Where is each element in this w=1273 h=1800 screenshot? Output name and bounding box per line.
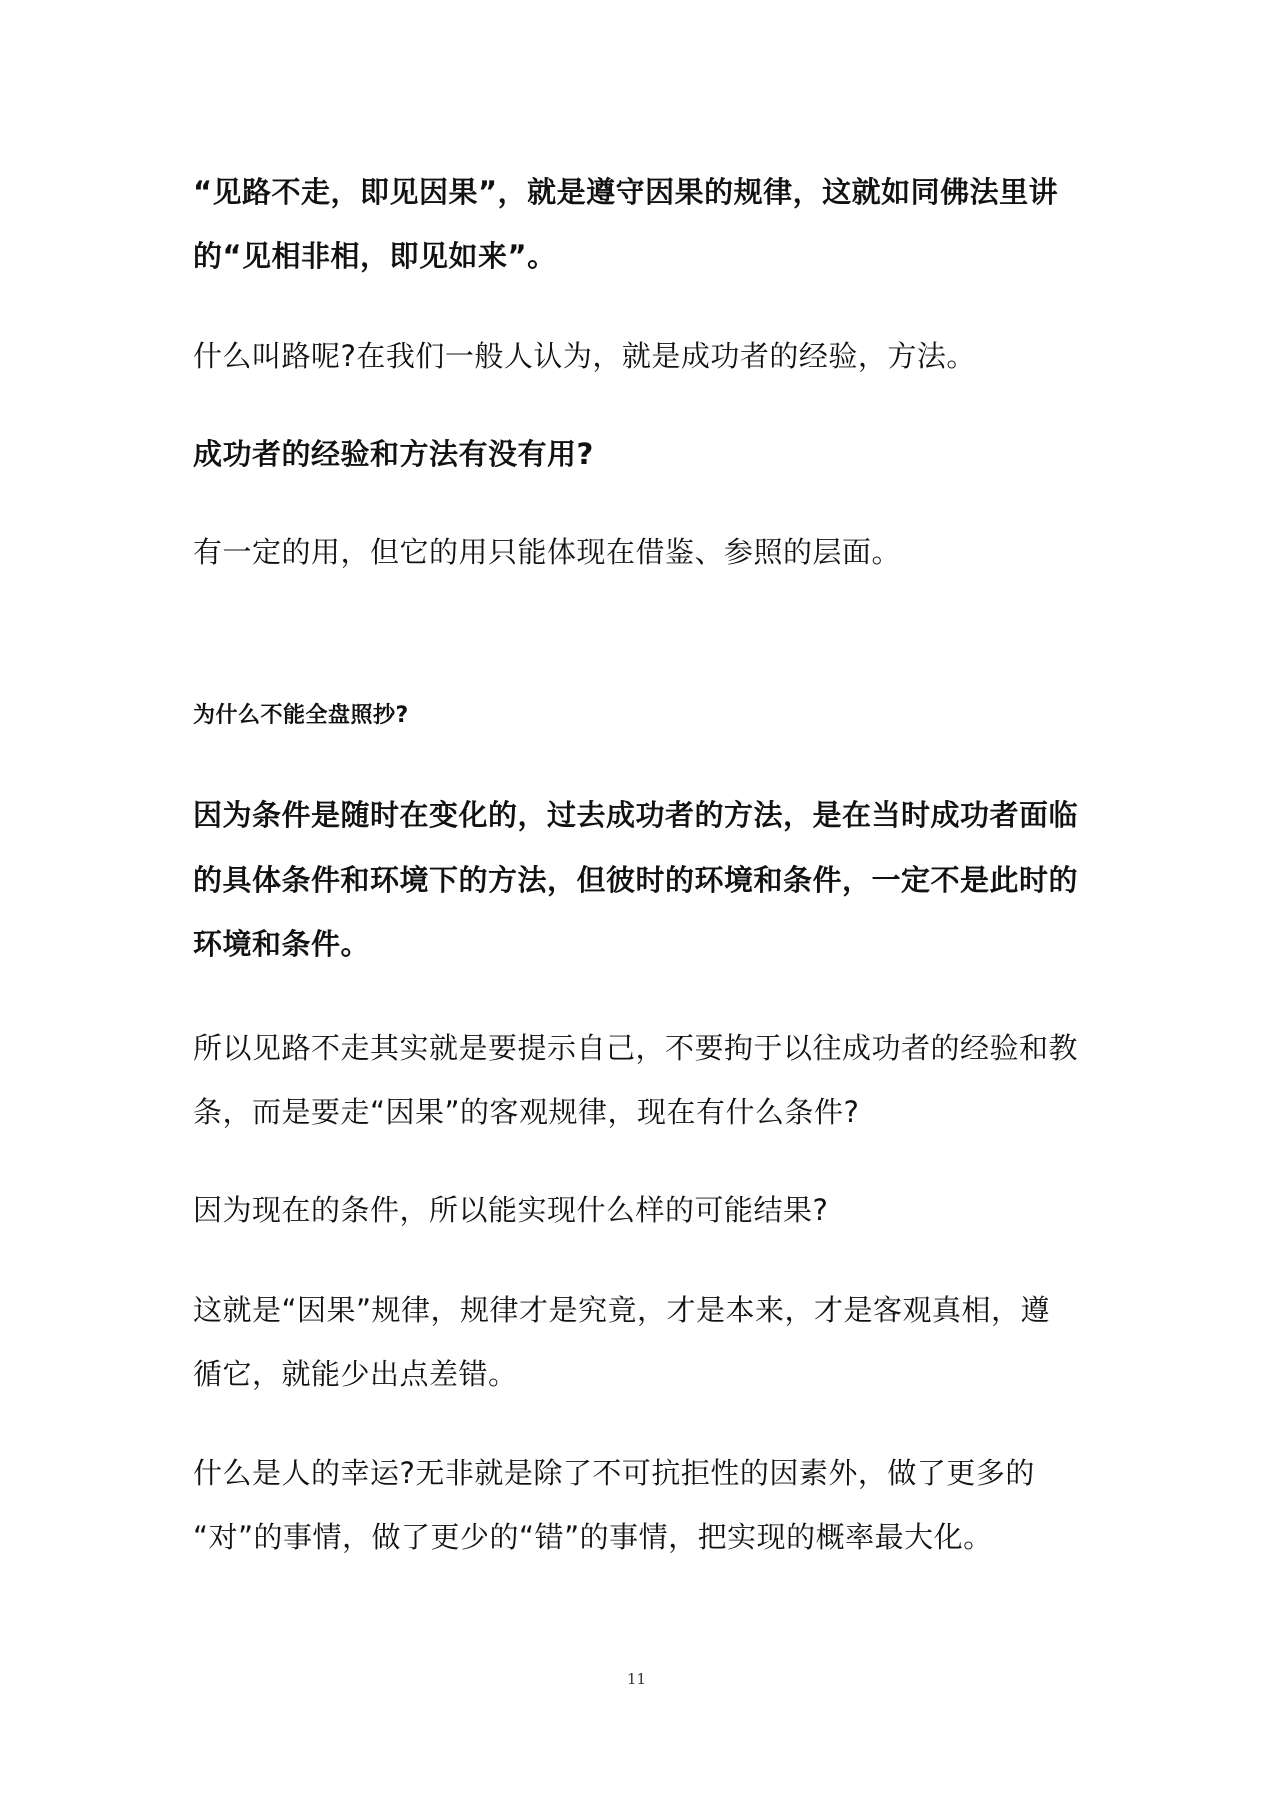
paragraph-2: 什么叫路呢?在我们一般人认为，就是成功者的经验，方法。 xyxy=(193,339,976,373)
paragraph-10-line-1: 什么是人的幸运?无非就是除了不可抗拒性的因素外，做了更多的 xyxy=(193,1456,1035,1490)
paragraph-9-line-2: 循它，就能少出点差错。 xyxy=(193,1357,518,1391)
paragraph-7-line-1: 所以见路不走其实就是要提示自己，不要拘于以往成功者的经验和教 xyxy=(193,1031,1079,1065)
paragraph-4: 有一定的用，但它的用只能体现在借鉴、参照的层面。 xyxy=(193,535,902,569)
paragraph-3-question: 成功者的经验和方法有没有用? xyxy=(193,437,594,471)
page-number: 11 xyxy=(626,1670,647,1688)
paragraph-10-line-2: “对”的事情，做了更少的“错”的事情，把实现的概率最大化。 xyxy=(193,1520,993,1554)
paragraph-6-line-2: 的具体条件和环境下的方法，但彼时的环境和条件，一定不是此时的 xyxy=(193,863,1079,897)
paragraph-6-line-1: 因为条件是随时在变化的，过去成功者的方法，是在当时成功者面临 xyxy=(193,798,1079,832)
paragraph-1-line-2: 的“见相非相，即见如来”。 xyxy=(193,239,557,273)
paragraph-8: 因为现在的条件，所以能实现什么样的可能结果? xyxy=(193,1193,829,1227)
paragraph-6-line-3: 环境和条件。 xyxy=(193,927,371,961)
paragraph-9-line-1: 这就是“因果”规律，规律才是究竟，才是本来，才是客观真相，遵 xyxy=(193,1293,1051,1327)
paragraph-7-line-2: 条，而是要走“因果”的客观规律，现在有什么条件? xyxy=(193,1095,860,1129)
paragraph-1-line-1: “见路不走，即见因果”，就是遵守因果的规律，这就如同佛法里讲 xyxy=(193,175,1059,209)
paragraph-5-heading: 为什么不能全盘照抄? xyxy=(193,703,409,728)
